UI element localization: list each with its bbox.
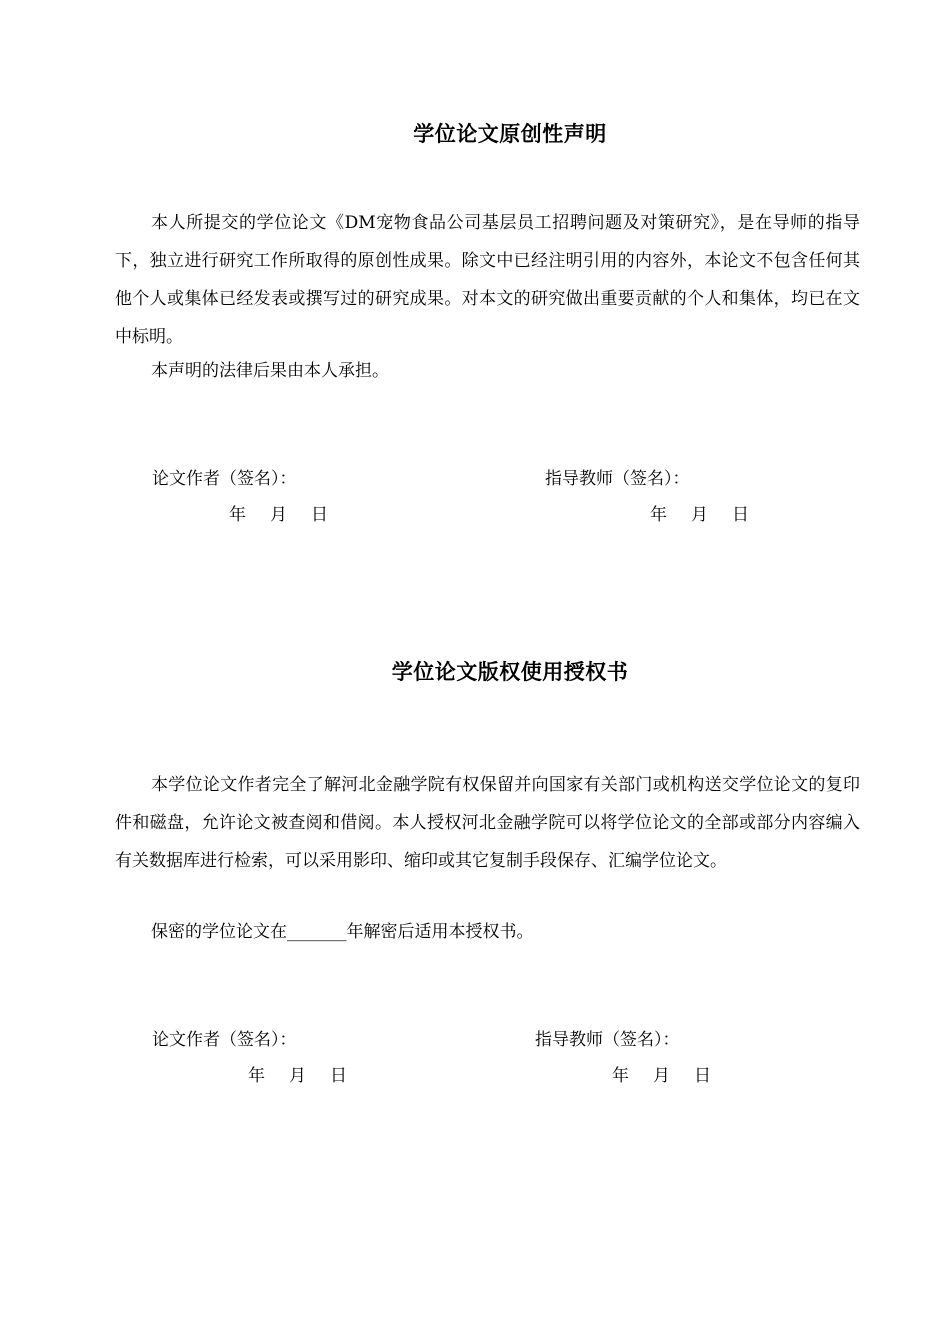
date-year: 年 [612, 1066, 629, 1086]
declaration-author-date [229, 503, 328, 527]
date-year: 年 [650, 505, 667, 525]
date-year: 年 [229, 505, 246, 525]
secrecy-years-blank: _______ [287, 922, 347, 942]
authorization-title: 学位论文版权使用授权书 [391, 660, 629, 684]
declaration-title: 学位论文原创性声明 [413, 122, 607, 146]
declaration-author-signature-label: 论文作者（签名）： [152, 469, 297, 489]
authorization-advisor-date [612, 1064, 711, 1088]
date-day: 日 [694, 1066, 711, 1086]
secrecy-text-before: 保密的学位论文在 [151, 922, 287, 942]
declaration-advisor-signature-label: 指导教师（签名）： [545, 469, 690, 489]
date-year: 年 [248, 1066, 265, 1086]
authorization-advisor-signature-label: 指导教师（签名）： [535, 1030, 680, 1050]
declaration-paragraph-1: 本人所提交的学位论文《DM宠物食品公司基层员工招聘问题及对策研究》，是在导师的指导下，独立进行研究工作所取得的原创性成果。除文中已经注明引用的内容外，本论文不包含任何其他个人或集体已经发表或撰写过的研究成果。对本文的研究做出重要贡献的个人和集体，均已在文中标明。 [115, 213, 860, 347]
authorization-paragraph-2 [115, 913, 860, 951]
date-day: 日 [330, 1066, 347, 1086]
authorization-author-date [248, 1064, 347, 1088]
date-month: 月 [653, 1066, 670, 1086]
declaration-paragraph-2: 本声明的法律后果由本人承担。 [151, 361, 389, 381]
declaration-advisor-date [650, 503, 749, 527]
secrecy-text-after: 年解密后适用本授权书。 [346, 922, 534, 942]
date-month: 月 [270, 505, 287, 525]
date-month: 月 [289, 1066, 306, 1086]
authorization-paragraph-1: 本学位论文作者完全了解河北金融学院有权保留并向国家有关部门或机构送交学位论文的复印件和磁盘，允许论文被查阅和借阅。本人授权河北金融学院可以将学位论文的全部或部分内容编入有关数据库进行检索，可以采用影印、缩印或其它复制手段保存、汇编学位论文。 [115, 775, 860, 871]
date-day: 日 [732, 505, 749, 525]
authorization-author-signature-label: 论文作者（签名）： [152, 1030, 297, 1050]
date-month: 月 [691, 505, 708, 525]
date-day: 日 [311, 505, 328, 525]
